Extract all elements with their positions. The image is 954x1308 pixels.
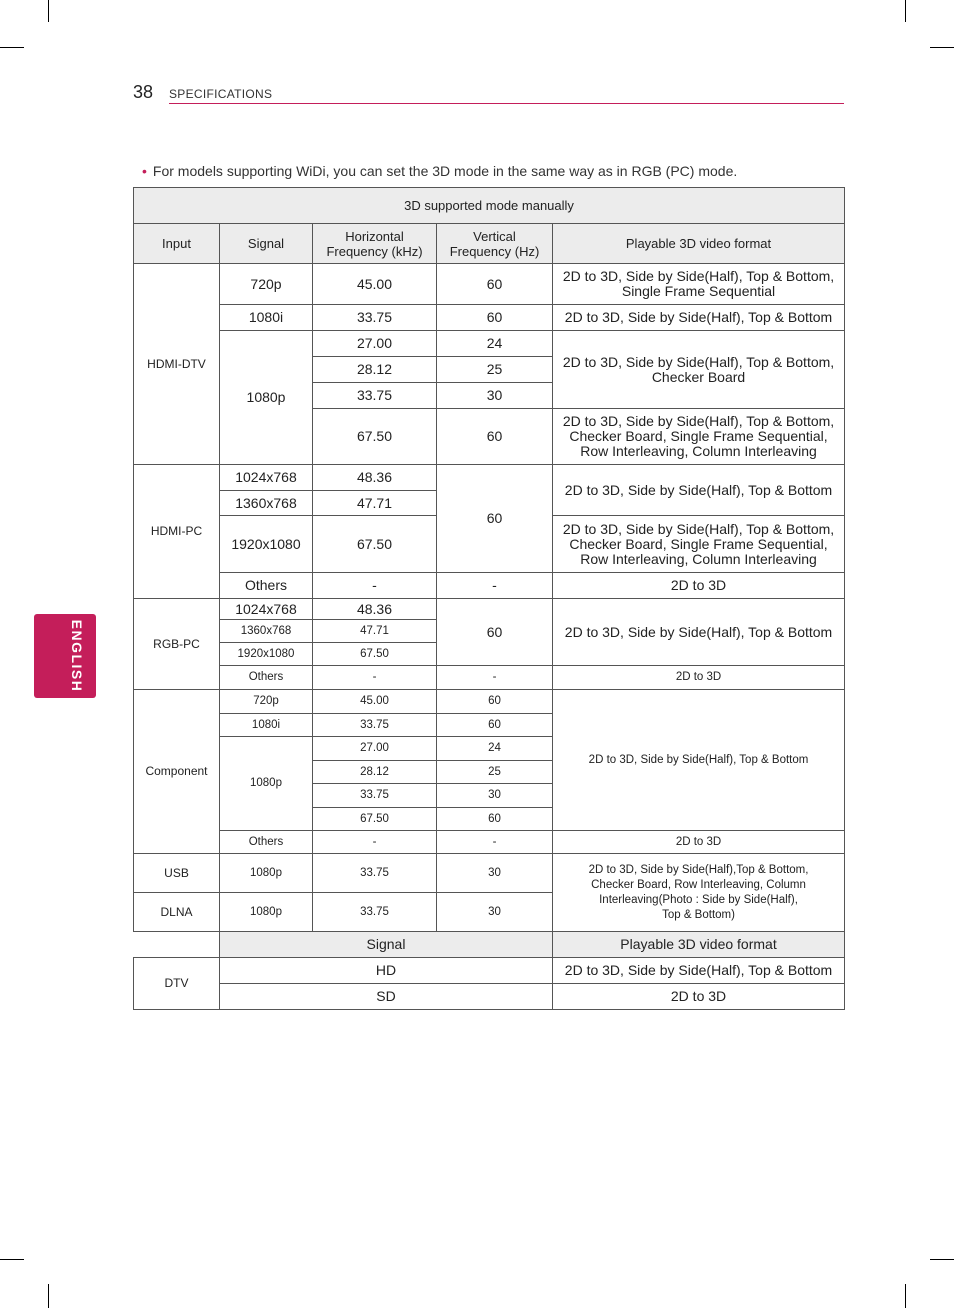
signal-cell: SD [220,984,553,1010]
format-cell: 2D to 3D [553,666,845,690]
vfreq-cell: 60 [437,714,553,737]
hfreq-cell: - [313,573,437,599]
3d-mode-table [133,187,845,1010]
hfreq-cell: 45.00 [313,690,437,714]
hfreq-cell: - [313,831,437,854]
format-cell: 2D to 3D [553,573,845,599]
signal-cell: 1920x1080 [220,643,313,666]
hfreq-cell: 27.00 [313,331,437,357]
table-row [134,465,845,491]
format-cell: 2D to 3D, Side by Side(Half), Top & Bottom [553,690,845,831]
table-row [134,573,845,599]
vfreq-cell: 30 [437,854,553,893]
signal-cell: Others [220,666,313,690]
col-header-vfreq: Vertical Frequency (Hz) [437,224,553,264]
format-cell: 2D to 3D, Side by Side(Half), Top & Bottom [553,599,845,666]
hfreq-cell: 47.71 [313,491,437,516]
hfreq-cell: 28.12 [313,357,437,383]
vfreq-cell: 24 [437,331,553,357]
crop-mark [905,0,906,22]
hfreq-cell: 27.00 [313,737,437,761]
vfreq-cell: 24 [437,737,553,761]
hfreq-cell: 33.75 [313,714,437,737]
col-header-hfreq: Horizontal Frequency (kHz) [313,224,437,264]
crop-mark [905,1284,906,1308]
table-row [134,666,845,690]
signal-cell: 1920x1080 [220,516,313,573]
hfreq-cell: 48.36 [313,599,437,620]
table-row [134,690,845,714]
section-title: SPECIFICATIONS [169,87,273,101]
signal-cell: 1360x768 [220,620,313,643]
format-cell: 2D to 3D, Side by Side(Half), Top & Bottom, Checker Board, Single Frame Sequential, Row Interleaving, Column Interleaving [553,409,845,465]
signal-cell: 1080p [220,893,313,932]
vfreq-cell: - [437,831,553,854]
table-row [134,305,845,331]
blank-cell [134,932,220,958]
signal-cell: 1080p [220,331,313,465]
hfreq-cell: 33.75 [313,784,437,808]
vfreq-cell: 60 [437,690,553,714]
signal-cell: 1360x768 [220,491,313,516]
vfreq-cell: 30 [437,784,553,808]
col-header-signal: Signal [220,224,313,264]
format-cell: 2D to 3D [553,831,845,854]
input-hdmi-pc: HDMI-PC [134,465,220,599]
table-row [134,854,845,893]
input-component: Component [134,690,220,854]
note-text: For models supporting WiDi, you can set the 3D mode in the same way as in RGB (PC) mode. [152,163,738,179]
table-row [134,331,845,357]
hfreq-cell: 67.50 [313,516,437,573]
vfreq-cell: 25 [437,357,553,383]
crop-mark [930,1259,954,1260]
table-row [134,958,845,984]
vfreq-cell: 25 [437,761,553,784]
format-cell: 2D to 3D, Side by Side(Half),Top & Bottom, Checker Board, Row Interleaving, Column Interleaving(Photo : Side by Side(Half), Top & Bottom) [553,854,845,932]
signal-cell: 1024x768 [220,599,313,620]
signal-cell: 720p [220,264,313,305]
crop-mark [0,47,24,48]
table-row [134,984,845,1010]
hfreq-cell: 33.75 [313,305,437,331]
hfreq-cell: 45.00 [313,264,437,305]
vfreq-cell: 60 [437,264,553,305]
format-cell: 2D to 3D, Side by Side(Half), Top & Bottom, Checker Board [553,331,845,409]
signal-cell: 1080i [220,714,313,737]
language-tab [34,614,96,698]
note [142,163,737,179]
vfreq-cell: 30 [437,383,553,409]
signal-cell: 720p [220,690,313,714]
input-dtv: DTV [134,958,220,1010]
hfreq-cell: 47.71 [313,620,437,643]
hfreq-cell: 28.12 [313,761,437,784]
hfreq-cell: 48.36 [313,465,437,491]
hfreq-cell: 33.75 [313,893,437,932]
vfreq-cell: 30 [437,893,553,932]
input-dlna: DLNA [134,893,220,932]
crop-mark [48,1284,49,1308]
vfreq-cell: 60 [437,305,553,331]
format-cell: 2D to 3D, Side by Side(Half), Top & Bottom, Single Frame Sequential [553,264,845,305]
signal-cell: 1024x768 [220,465,313,491]
format-cell: 2D to 3D, Side by Side(Half), Top & Bottom [553,465,845,516]
vfreq-cell: 60 [437,808,553,831]
hfreq-cell: 67.50 [313,808,437,831]
format-cell: 2D to 3D, Side by Side(Half), Top & Bottom [553,958,845,984]
table-row [134,932,845,958]
col-header-input: Input [134,224,220,264]
vfreq-cell: - [437,666,553,690]
table-row [134,599,845,620]
table-row [134,831,845,854]
signal-cell: HD [220,958,553,984]
hfreq-cell: 33.75 [313,383,437,409]
input-hdmi-dtv: HDMI-DTV [134,264,220,465]
hfreq-cell: 67.50 [313,409,437,465]
crop-mark [0,1259,24,1260]
crop-mark [48,0,49,22]
signal-cell: Others [220,573,313,599]
language-tab-label: ENGLISH [69,619,85,693]
hfreq-cell: - [313,666,437,690]
format-cell: 2D to 3D, Side by Side(Half), Top & Bottom, Checker Board, Single Frame Sequential, Row Interleaving, Column Interleaving [553,516,845,573]
crop-mark [930,47,954,48]
header-rule [169,103,844,104]
dtv-col-header-signal: Signal [220,932,553,958]
vfreq-cell: - [437,573,553,599]
hfreq-cell: 67.50 [313,643,437,666]
signal-cell: 1080i [220,305,313,331]
hfreq-cell: 33.75 [313,854,437,893]
signal-cell: Others [220,831,313,854]
input-usb: USB [134,854,220,893]
format-cell: 2D to 3D [553,984,845,1010]
table-title: 3D supported mode manually [134,188,845,224]
page-number: 38 [133,82,154,102]
format-cell: 2D to 3D, Side by Side(Half), Top & Bottom [553,305,845,331]
col-header-format: Playable 3D video format [553,224,845,264]
bullet-icon: • [142,163,147,179]
signal-cell: 1080p [220,737,313,831]
vfreq-cell: 60 [437,599,553,666]
table-row [134,264,845,305]
vfreq-cell: 60 [437,465,553,573]
vfreq-cell: 60 [437,409,553,465]
input-rgb-pc: RGB-PC [134,599,220,690]
signal-cell: 1080p [220,854,313,893]
dtv-col-header-format: Playable 3D video format [553,932,845,958]
